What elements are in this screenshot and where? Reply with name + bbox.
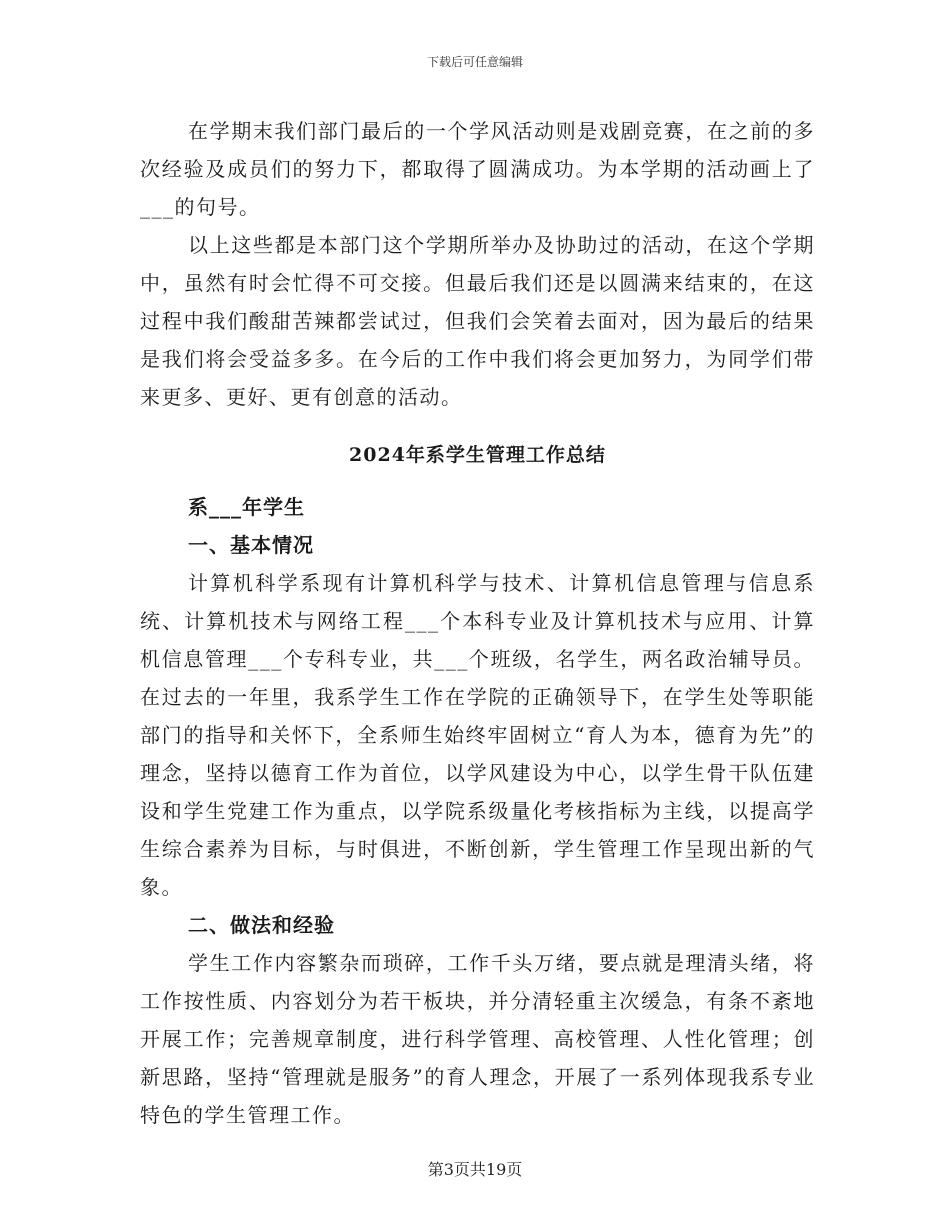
document-subtitle: 系___年学生 [188,495,305,519]
section-body-basic-info: 计算机科学系现有计算机科学与技术、计算机信息管理与信息系统、计算机技术与网络工程___个本科专业及计算机技术与应用、计算机信息管理___个专科专业，共___个班级，名学生，两名政治辅导员。在过去的一年里，我系学生工作在学院的正确领导下，在学生处等职能部门的指导和关怀下，全系师生始终牢固树立“育人为本，德育为先”的理念，坚持以德育工作为首位，以学风建设为中心，以学生骨干队伍建设和学生党建工作为重点，以学院系级量化考核指标为主线，以提高学生综合素养为目标，与时俱进，不断创新，学生管理工作呈现出新的气象。 [140,571,815,899]
section-body-methods: 学生工作内容繁杂而琐碎，工作千头万绪，要点就是理清头绪，将工作按性质、内容划分为若干板块，并分清轻重主次缓急，有条不紊地开展工作；完善规章制度，进行科学管理、高校管理、人性化管理；创新思路，坚持“管理就是服务”的育人理念，开展了一系列体现我系专业特色的学生管理工作。 [140,951,815,1127]
page-footer: 第3页共19页 [427,1160,523,1179]
paragraph-drama-contest: 在学期末我们部门最后的一个学风活动则是戏剧竞赛，在之前的多次经验及成员们的努力下，都取得了圆满成功。为本学期的活动画上了___的句号。 [140,119,815,219]
document-body [140,112,815,1134]
paragraph-semester-summary: 以上这些都是本部门这个学期所举办及协助过的活动，在这个学期中，虽然有时会忙得不可交接。但最后我们还是以圆满来结束的，在这过程中我们酸甜苦辣都尝试过，但我们会笑着去面对，因为最后的结果是我们将会受益多多。在今后的工作中我们将会更加努力，为同学们带来更多、更好、更有创意的活动。 [140,233,815,409]
page-header: 下载后可任意编辑 [426,55,523,69]
section-heading-basic-info: 一、基本情况 [188,533,314,557]
section-heading-methods: 二、做法和经验 [188,913,335,937]
document-title: 2024年系学生管理工作总结 [349,444,606,466]
